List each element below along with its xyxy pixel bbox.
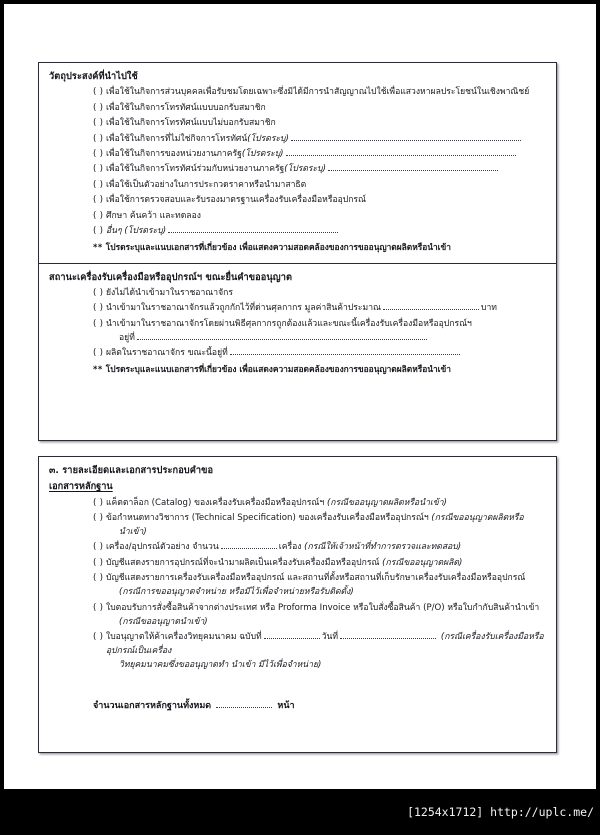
checkbox-icon[interactable]: ( ) [93,287,104,298]
option-label: เพื่อใช้เป็นตัวอย่างในการประกวดราคาหรือนำมาสาธิต [106,179,307,190]
option-row[interactable] [93,210,546,224]
checkbox-icon[interactable]: ( ) [93,348,104,359]
option-condition: (กรณีขออนุญาตผลิตหรือ [431,513,524,524]
form-box-documents [38,456,557,753]
option-note: (โปรดระบุ) [247,133,289,144]
option-label: ใบอนุญาตให้ค้าเครื่องวิทยุคมนาคม ฉบับที่ [106,631,262,642]
write-in-line[interactable] [340,631,436,639]
documents-total-line [49,699,546,713]
asterisk-icon: ** [93,242,103,253]
checkbox-icon[interactable]: ( ) [93,210,104,221]
checkbox-icon[interactable]: ( ) [93,602,104,613]
checkbox-icon[interactable]: ( ) [93,631,104,642]
option-row[interactable] [93,163,546,177]
option-condition-continuation: นำเข้า) [119,527,147,538]
write-in-line[interactable] [216,700,272,708]
option-row[interactable] [93,541,546,555]
option-continuation: อยู่ที่ [119,332,135,343]
checkbox-icon[interactable]: ( ) [93,164,104,175]
option-label: เพื่อใช้ในกิจการของหน่วยงานภาครัฐ [106,149,242,160]
option-label: เพื่อใช้ในกิจการที่ไม่ใช่กิจการโทรทัศน์ [106,133,248,144]
option-label: แค็ตตาล็อก (Catalog) ของเครื่องรับเครื่องมือหรืออุปกรณ์ฯ [106,497,325,508]
option-label: เครื่อง/อุปกรณ์ตัวอย่าง จำนวน [106,542,219,553]
option-label: ข้อกำหนดทางวิชาการ (Technical Specification) ของเครื่องรับเครื่องมือหรืออุปกรณ์ฯ [106,513,429,524]
option-row[interactable] [93,102,546,116]
option-label: เพื่อใช้ในกิจการโทรทัศน์แบบบอกรับสมาชิก [106,102,266,113]
write-in-line[interactable] [264,631,320,639]
option-mid-text: เครื่อง [278,542,302,553]
option-row[interactable] [93,572,546,600]
checkbox-icon[interactable]: ( ) [93,573,104,584]
option-row[interactable] [93,512,546,540]
write-in-line[interactable] [286,148,516,156]
option-label: เพื่อใช้ในกิจการส่วนบุคคลเพื่อรับชมโดยเฉพาะซึ่งมิได้มีการนำสัญญาณไปใช้เพื่อแสวงหาผลประโยชน์ในเชิงพาณิชย์ [106,87,530,98]
option-label: บัญชีแสดงรายการอุปกรณ์ที่จะนำมาผลิตเป็นเครื่องรับเครื่องมือหรืออุปกรณ์ [106,557,380,568]
option-condition-continuation: วิทยุคมนาคมซึ่งขออนุญาตทำ นำเข้า มีไว้เพื่อจำหน่าย) [119,659,322,670]
documents-total-label: จำนวนเอกสารหลักฐานทั้งหมด [93,700,212,711]
option-row[interactable] [93,302,546,316]
option-label: นำเข้ามาในราชอาณาจักรโดยผ่านพิธีศุลกากรถูกต้องแล้วและขณะนี้เครื่องรับเครื่องมือหรืออุปกรณ์ฯ [106,318,472,329]
scanned-page [4,4,596,789]
checkbox-icon[interactable]: ( ) [93,497,104,508]
status-option-list [49,287,546,361]
option-label: เพื่อใช้การตรวจสอบและรับรองมาตรฐานเครื่องรับเครื่องมือหรืออุปกรณ์ [106,195,367,206]
section-purpose-title: วัตถุประสงค์ที่นำไปใช้ [49,71,138,82]
option-row[interactable] [93,631,546,673]
checkbox-icon[interactable]: ( ) [93,226,104,237]
form-box-purpose-and-status [38,62,557,441]
write-in-line[interactable] [137,332,427,340]
checkbox-icon[interactable]: ( ) [93,318,104,329]
watermark-text: [1254x1712] http://uplc.me/ [407,805,594,819]
checkbox-icon[interactable]: ( ) [93,179,104,190]
option-row[interactable] [93,557,546,571]
purpose-note-text: โปรดระบุและแนบเอกสารที่เกี่ยวข้อง เพื่อแสดงความสอดคล้องของการขออนุญาตผลิตหรือนำเข้า [105,242,451,253]
checkbox-icon[interactable]: ( ) [93,542,104,553]
option-label: ผลิตในราชอาณาจักร ขณะนี้อยู่ที่ [106,348,228,359]
option-condition: (กรณีขออนุญาตผลิตหรือนำเข้า) [326,497,447,508]
checkbox-icon[interactable]: ( ) [93,149,104,160]
checkbox-icon[interactable]: ( ) [93,195,104,206]
option-mid-text: วันที่ [321,631,339,642]
option-row[interactable] [93,133,546,147]
status-note-text: โปรดระบุและแนบเอกสารที่เกี่ยวข้อง เพื่อแสดงความสอดคล้องของการขออนุญาตผลิตหรือนำเข้า [105,363,451,374]
option-row[interactable] [93,287,546,301]
option-note: (โปรดระบุ) [241,149,284,160]
option-row[interactable] [93,148,546,162]
checkbox-icon[interactable]: ( ) [93,118,104,129]
option-label: บัญชีแสดงรายการเครื่องรับเครื่องมือหรืออุปกรณ์ และสถานที่ตั้งหรือสถานที่เก็บรักษาเครื่องรับเครื่องมือหรืออุปกรณ์ [106,573,526,584]
option-row[interactable] [93,194,546,208]
option-row[interactable] [93,318,546,346]
purpose-note [49,241,546,254]
option-row[interactable] [93,602,546,630]
checkbox-icon[interactable]: ( ) [93,513,104,524]
option-condition: (กรณีเครื่องรับเครื่องมือหรืออุปกรณ์เป็นเครื่อง [106,631,544,656]
option-row[interactable] [93,179,546,193]
documents-option-list [49,497,546,673]
option-label: นำเข้ามาในราชอาณาจักรแล้วถูกกักไว้ที่ด่านศุลกากร มูลค่าสินค้าประมาณ [106,303,381,314]
watermark-bar [0,789,600,835]
option-label: ศึกษา ค้นคว้า และทดลอง [106,210,201,221]
checkbox-icon[interactable]: ( ) [93,133,104,144]
section-documents [39,457,556,721]
section-documents-subtitle: เอกสารหลักฐาน [49,481,113,493]
write-in-line[interactable] [230,347,460,355]
write-in-line[interactable] [383,302,479,310]
write-in-line[interactable] [328,163,498,171]
write-in-line[interactable] [168,225,338,233]
asterisk-icon: ** [93,363,103,374]
checkbox-icon[interactable]: ( ) [93,557,104,568]
section-status-title: สถานะเครื่องรับเครื่องมือหรืออุปกรณ์ฯ ขณะยื่นคำขออนุญาต [49,271,293,283]
option-row[interactable] [93,497,546,511]
purpose-option-list [49,86,546,239]
option-label: ใบตอบรับการสั่งซื้อสินค้าจากต่างประเทศ หรือ Proforma Invoice หรือใบสั่งซื้อสินค้า (P/O) หรือใบกำกับสินค้านำเข้า [106,602,540,613]
option-condition-continuation: (กรณีการขออนุญาตจำหน่าย หรือมีไว้เพื่อจำหน่ายหรือรับติดตั้ง) [119,587,354,598]
checkbox-icon[interactable]: ( ) [93,303,104,314]
option-suffix: บาท [481,303,497,314]
option-condition-continuation: (กรณีขออนุญาตนำเข้า) [119,616,208,627]
option-label: เพื่อใช้ในกิจการโทรทัศน์ร่วมกับหน่วยงานภาครัฐ [106,164,285,175]
write-in-line[interactable] [291,133,521,141]
option-row[interactable] [93,86,546,100]
checkbox-icon[interactable]: ( ) [93,87,104,98]
option-note: (โปรดระบุ) [124,226,167,237]
option-note: (โปรดระบุ) [284,164,326,175]
option-condition: (กรณีให้เจ้าหน้าที่ทำการตรวจและทดสอบ) [304,542,462,553]
status-note [49,363,546,376]
write-in-line[interactable] [221,541,277,549]
option-row[interactable] [93,347,546,361]
documents-total-unit: หน้า [277,700,295,711]
section-purpose [39,63,556,263]
option-label: ยังไม่ได้นำเข้ามาในราชอาณาจักร [106,287,233,298]
option-label: เพื่อใช้ในกิจการโทรทัศน์แบบไม่บอกรับสมาชิก [106,118,276,129]
checkbox-icon[interactable]: ( ) [93,102,104,113]
option-condition: (กรณีขออนุญาตผลิต) [382,557,463,568]
option-row[interactable] [93,225,546,239]
section-documents-title: ๓. รายละเอียดและเอกสารประกอบคำขอ [49,465,214,476]
option-label: อื่นๆ [106,226,122,237]
option-row[interactable] [93,117,546,131]
section-status [39,263,556,385]
